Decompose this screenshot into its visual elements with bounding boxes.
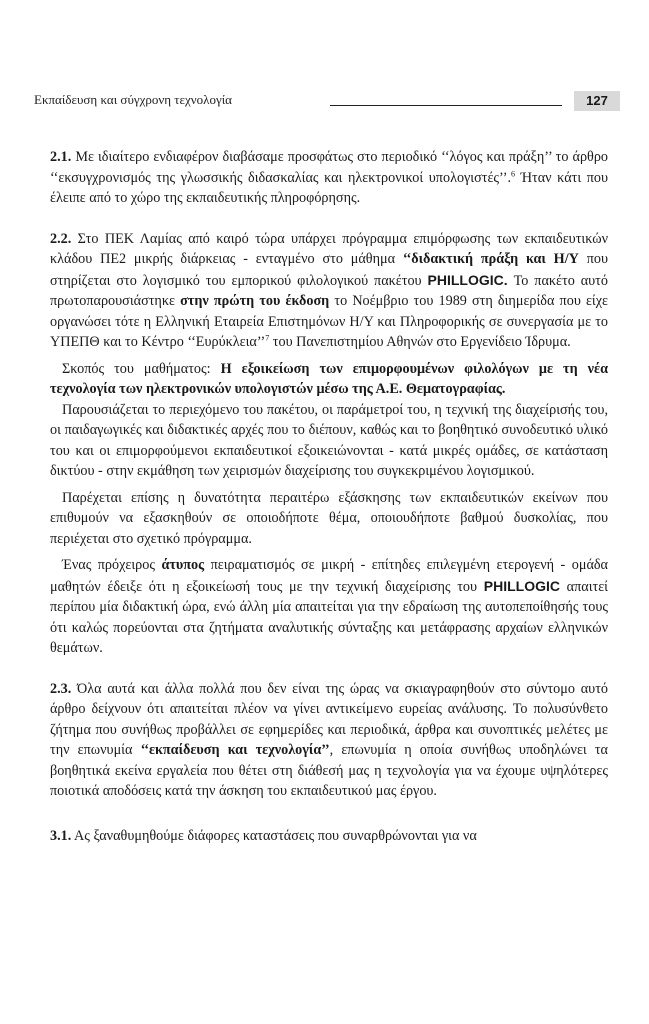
bold-text: ‘‘διδακτική πράξη και Η/Υ (402, 251, 579, 267)
page-header (34, 92, 608, 114)
body-text (50, 147, 608, 846)
text: Ας ξαναθυμηθούμε διάφορες καταστάσεις που συναρθρώνονται για να (71, 827, 477, 844)
text: Ένας πρόχειρος (62, 557, 162, 573)
text: Ήταν κάτι που έλειπε από το χώρο της εκπαιδευτικής πληροφόρησης. (50, 169, 608, 206)
text: Σκοπός του μαθήματος: (62, 360, 221, 377)
text: Όλα αυτά και άλλα πολλά που δεν είναι της ώρας να σκιαγραφηθούν στο σύντομο αυτό άρθρο δείχνουν ότι απαιτείται πλέον να γίνει αντικείμενο ευρείας ανάλυσης. Το πολυσύνθετο ζήτημα που συνήθως προβάλλει σε εφημερίδες και περιοδικά, άρθρα και συνοπτικές μελέτες με την επωνυμία (50, 680, 608, 758)
paragraph-3-1 (50, 826, 608, 847)
section-number: 2.2. (50, 230, 72, 247)
text: Το πακέτο αυτό πρωτοπαρουσιάστηκε (50, 272, 608, 309)
product-name: PHILLOGIC (483, 577, 560, 594)
footnote-ref: 7 (265, 333, 270, 343)
page-number: 127 (574, 91, 620, 111)
paragraph-enas (50, 555, 608, 659)
running-title: Εκπαίδευση και σύγχρονη τεχνολογία (34, 92, 232, 107)
text: του Πανεπιστημίου Αθηνών στο Εργενίδειο Ίδρυμα. (269, 334, 571, 350)
section-number: 3.1. (50, 827, 72, 844)
paragraph-parexetai: Παρέχεται επίσης η δυνατότητα περαιτέρω εξάσκησης των εκπαιδευτικών εκείνων που επιθυμούν να εξασκηθούν σε οποιοδήποτε θέμα, οποιουδήποτε βαθμού δυσκολίας, που περιέχεται στο σχετικό πρόγραμμα. (50, 489, 608, 547)
text: , επωνυμία η οποία συνήθως υποδηλώνει τα βοηθητικά εκείνα εργαλεία που θέτει στη διάθεσή μας η τεχνολογία για να έχουμε υψηλότερες ποιοτικά αποδόσεις κατά την άσκηση του εκπαιδευτικού μας έργου. (50, 742, 608, 799)
bold-text: Η εξοικείωση των επιμορφουμένων φιλολόγων με τη νέα τεχνολογία των ηλεκτρονικών υπολογιστών μέσω της Α.Ε. Θεματογραφίας. (50, 360, 608, 397)
section-number: 2.3. (50, 680, 72, 697)
bold-text: άτυπος (161, 557, 205, 573)
text: απαιτεί περίπου μία διδακτική ώρα, ενώ άλλη μία απαιτείται για την εδραίωση της αυτοπεποίθησής τους ότι καλώς πορεύονται στα ζητήματα αναλυτικής σύνταξης και μετάφρασης αρχαίων ελληνικών θεμάτων. (50, 578, 608, 656)
text: το Νοέμβριο του 1989 στη διημερίδα που είχε οργανώσει τότε η Ελληνική Εταιρεία Επιστημόνων Η/Υ και Πληροφορικής σε συνεργασία με το ΥΠΕΠΘ και το Κέντρο ‘‘Ευρύκλεια’’ (50, 293, 609, 350)
section-number: 2.1. (50, 149, 72, 165)
text: πειραματισμός σε μικρή - επίτηδες επιλεγμένη ετερογενή - ομάδα μαθητών έδειξε ότι η εξοικείωσή τους με την τεχνική διαχείρισης του (50, 557, 608, 595)
text: που στηρίζεται στο λογισμικό του εμπορικού φιλολογικού πακέτου (50, 251, 608, 289)
footnote-ref: 6 (511, 168, 515, 178)
paragraph-2-3 (50, 679, 608, 802)
text: Στο ΠΕΚ Λαμίας από καιρό τώρα υπάρχει πρόγραμμα επιμόρφωσης των εκπαιδευτικών κλάδου ΠΕ2 μικρής διάρκειας - ενταγμένο στο μάθημα (50, 230, 608, 267)
paragraph-2-2 (50, 229, 608, 353)
text: Με ιδιαίτερο ενδιαφέρον διαβάσαμε προσφάτως στο περιοδικό ‘‘λόγος και πράξη’’ το άρθρο ‘‘εκσυγχρονισμός της γλωσσικής διδασκαλίας και ηλεκτρονικοί υπολογιστές’’. (50, 149, 608, 186)
paragraph-skopos (50, 359, 608, 400)
header-rule (330, 105, 562, 106)
paragraph-2-1 (50, 147, 608, 209)
product-name: PHILLOGIC. (427, 271, 508, 288)
bold-text: ‘‘εκπαίδευση και τεχνολογία’’ (140, 742, 330, 758)
paragraph-parousiazetai: Παρουσιάζεται το περιεχόμενο του πακέτου, οι παράμετροί του, η τεχνική της διαχείρισής του, οι παιδαγωγικές και διδακτικές αρχές που το διέπουν, καθώς και το βοηθητικό συνοδευτικό υλικό του και οι επιμορφούμενοι εκπαιδευτικοί εξοικειώνονται - κατά μικρές ομάδες, σε κατάσταση δικτύου - στην εκμάθηση των χειρισμών διαχείρισης του συγκεκριμένου λογισμικού. (50, 401, 608, 479)
bold-text: στην πρώτη του έκδοση (180, 293, 330, 309)
